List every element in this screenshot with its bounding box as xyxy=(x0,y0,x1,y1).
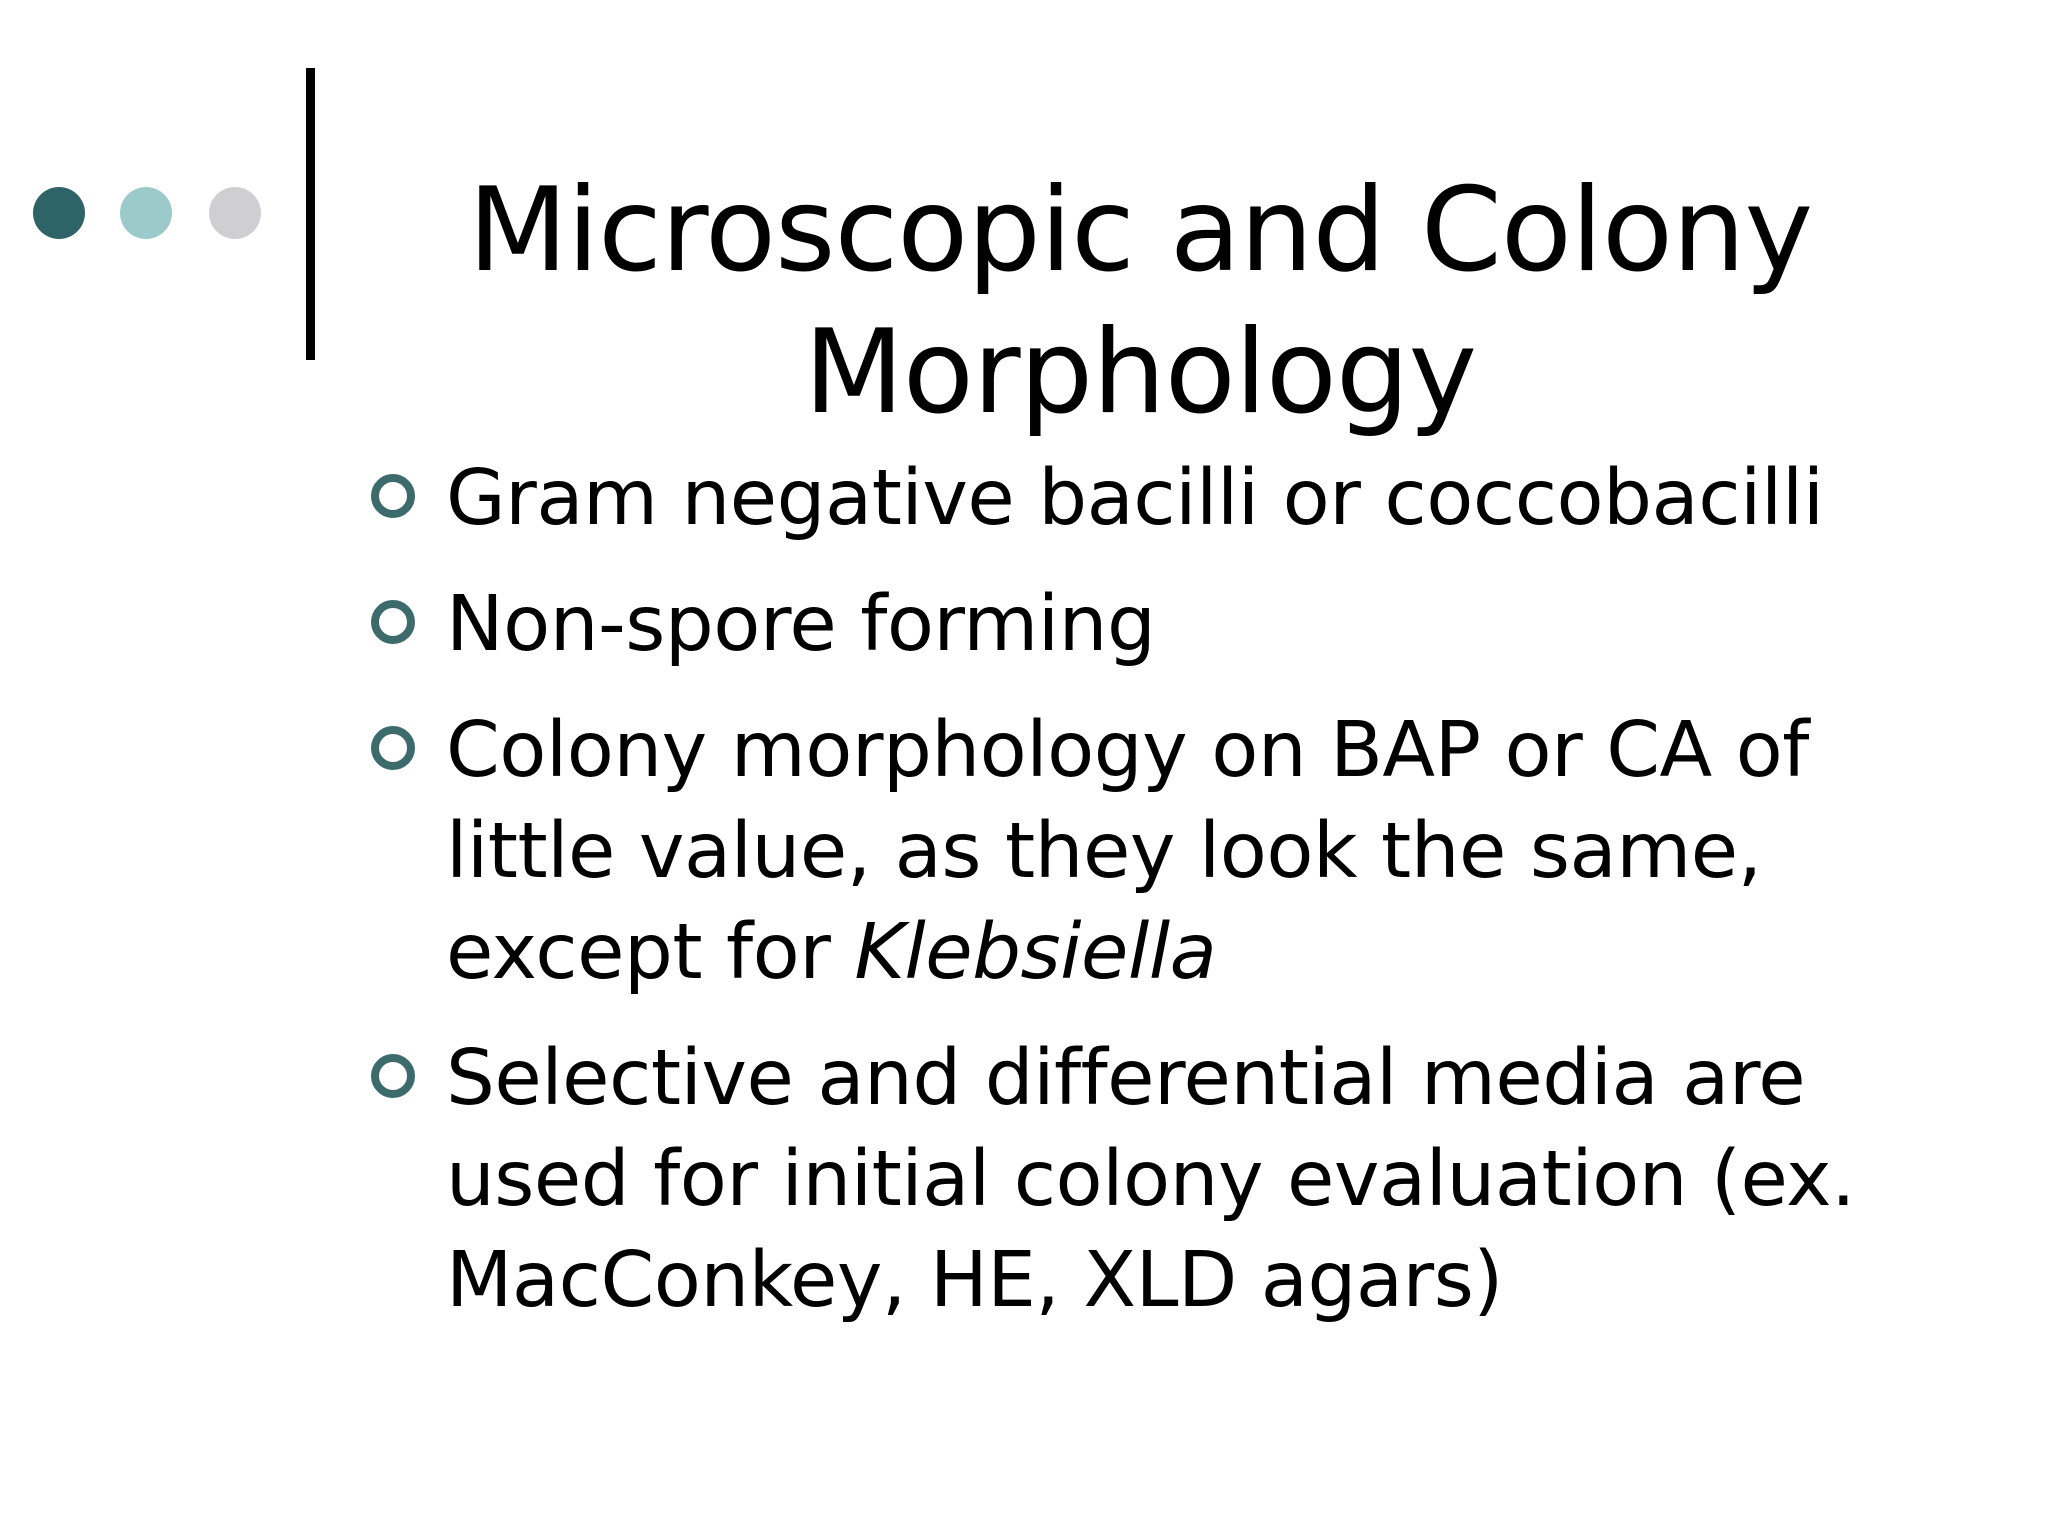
bullet-text-3-main: Colony morphology on BAP or CA of little value, as they look the same, except for xyxy=(446,706,1809,997)
bullet-item-3 xyxy=(368,700,1988,1003)
slide-title-line-2: Morphology xyxy=(803,304,1477,440)
bullet-text-4: Selective and differential media are used for initial colony evaluation (ex. MacConkey, HE, XLD agars) xyxy=(446,1034,1856,1325)
bullet-text-2: Non-spore forming xyxy=(446,580,1156,669)
bullet-list xyxy=(368,448,1988,1356)
dot-dark-teal-icon xyxy=(33,187,85,239)
slide-title-line-1: Microscopic and Colony xyxy=(467,162,1813,298)
ring-bullet-icon xyxy=(371,600,415,644)
bullet-item-2 xyxy=(368,574,1988,675)
dot-gray-icon xyxy=(209,187,261,239)
dot-light-teal-icon xyxy=(120,187,172,239)
bullet-text-3 xyxy=(446,706,1809,997)
bullet-item-1 xyxy=(368,448,1988,549)
ring-bullet-icon xyxy=(371,726,415,770)
ring-bullet-icon xyxy=(371,474,415,518)
ring-bullet-icon xyxy=(371,1054,415,1098)
bullet-text-1: Gram negative bacilli or coccobacilli xyxy=(446,454,1824,543)
bullet-text-3-italic: Klebsiella xyxy=(854,908,1217,997)
bullet-item-4 xyxy=(368,1028,1988,1331)
title-divider xyxy=(306,68,315,360)
slide-title xyxy=(380,160,1900,444)
